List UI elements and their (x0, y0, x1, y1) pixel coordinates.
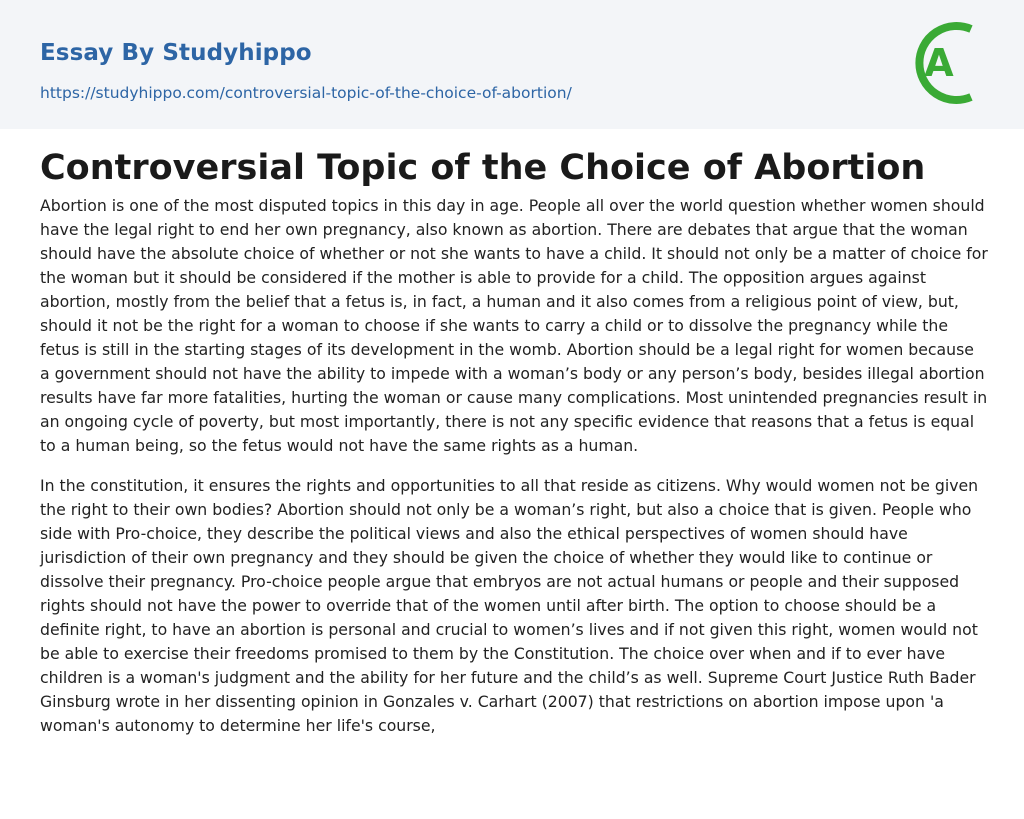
page-title: Controversial Topic of the Choice of Abortion (40, 148, 926, 188)
logo-letter: A (924, 41, 954, 85)
studyhippo-logo-icon[interactable] (908, 17, 990, 109)
source-url-link[interactable]: https://studyhippo.com/controversial-topic-of-the-choice-of-abortion/ (40, 84, 572, 102)
essay-body (40, 194, 988, 754)
site-header (0, 0, 1024, 129)
essay-paragraph: In the constitution, it ensures the rights and opportunities to all that reside as citizens. Why would women not be given the right to their own bodies? Abortion should not only be a woman’s right, but also a choice that is given. People who side with Pro-choice, they describe the political views and also the ethical perspectives of women should have jurisdiction of their own pregnancy and they should be given the choice of whether they would like to continue or dissolve their pregnancy. Pro-choice people argue that embryos are not actual humans or people and their supposed rights should not have the power to override that of the women until after birth. The option to choose should be a definite right, to have an abortion is personal and crucial to women’s lives and if not given this right, women would not be able to exercise their freedoms promised to them by the Constitution. The choice over when and if to ever have children is a woman's judgment and the ability for her future and the child’s as well. Supreme Court Justice Ruth Bader Ginsburg wrote in her dissenting opinion in Gonzales v. Carhart (2007) that restrictions on abortion impose upon 'a woman's autonomy to determine her life's course, (40, 476, 979, 735)
brand-title[interactable]: Essay By Studyhippo (40, 40, 312, 66)
essay-paragraph: Abortion is one of the most disputed topics in this day in age. People all over the world question whether women should have the legal right to end her own pregnancy, also known as abortion. There are debates that argue that the woman should have the absolute choice of whether or not she wants to have a child. It should not only be a matter of choice for the woman but it should be considered if the mother is able to provide for a child. The opposition argues against abortion, mostly from the belief that a fetus is, in fact, a human and it also comes from a religious point of view, but, should it not be the right for a woman to choose if she wants to carry a child or to dissolve the pregnancy while the fetus is still in the starting stages of its development in the womb. Abortion should be a legal right for women because a government should not have the ability to impede with a woman’s body or any person’s body, besides illegal abortion results have far more fatalities, hurting the woman or cause many complications. Most unintended pregnancies result in an ongoing cycle of poverty, but most importantly, there is not any specific evidence that reasons that a fetus is equal to a human being, so the fetus would not have the same rights as a human. (40, 196, 988, 455)
